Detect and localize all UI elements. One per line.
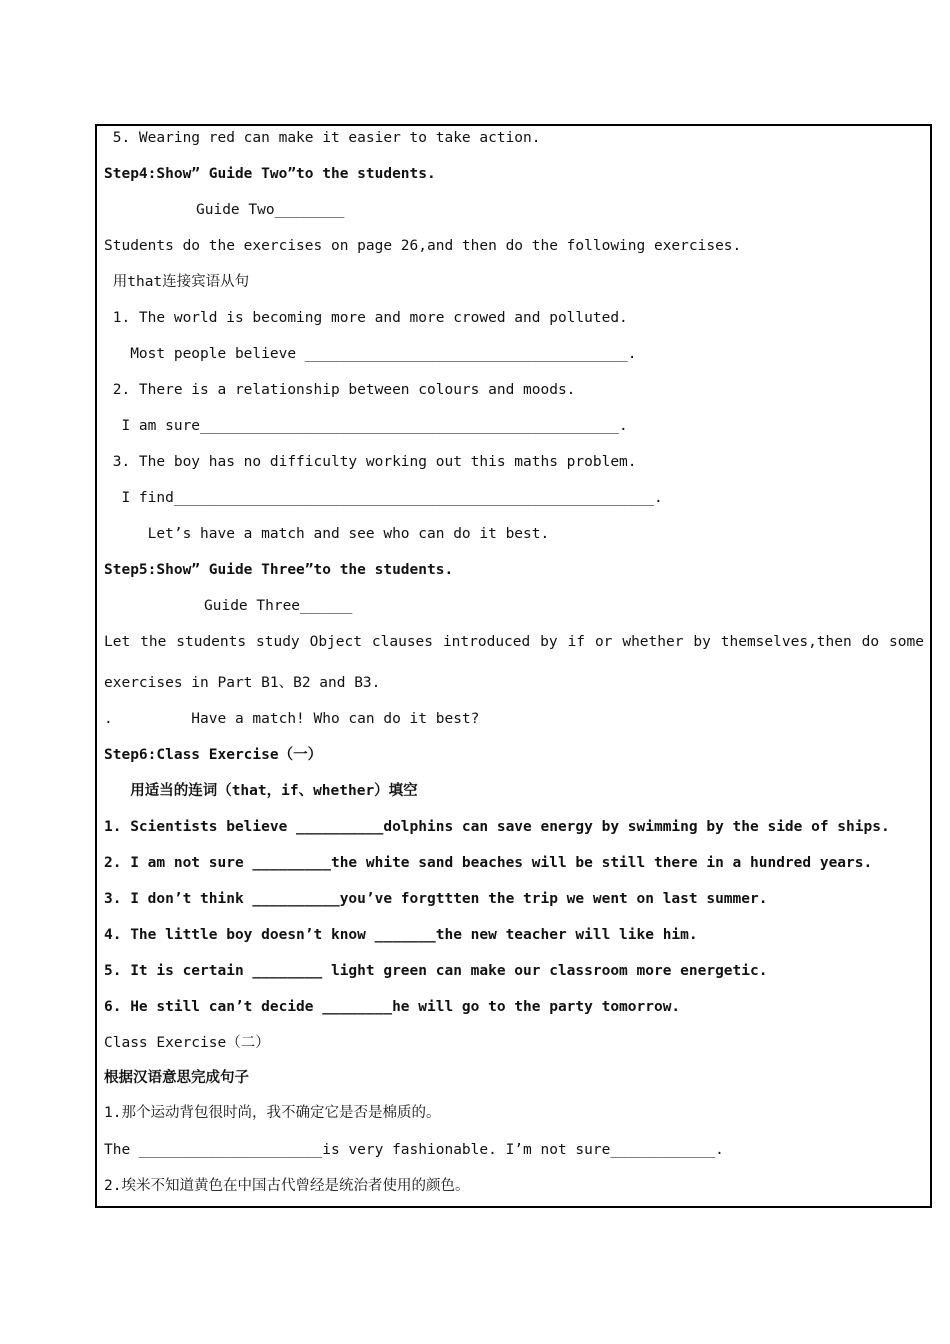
- translation-item-2-cn: 2.埃米不知道黄色在中国古代曾经是统治者使用的颜色。: [104, 1178, 470, 1194]
- guide-three-label: Guide Three______: [204, 598, 353, 614]
- match-prompt: Let’s have a match and see who can do it best.: [104, 526, 550, 542]
- translation-item-1-en: The _____________________is very fashionable. I’m not sure____________.: [104, 1142, 724, 1158]
- fill-item-5: 5. It is certain ________ light green can make our classroom more energetic.: [104, 963, 768, 979]
- translation-instruction: 根据汉语意思完成句子: [104, 1070, 249, 1086]
- fill-in-instruction: 用适当的连词（that，if、whether）填空: [104, 783, 418, 799]
- fill-item-1: 1. Scientists believe __________dolphins can save energy by swimming by the side of ships.: [104, 819, 890, 835]
- step5-instruction-cont: exercises in Part B1、B2 and B3.: [104, 675, 381, 691]
- step4-heading: Step4:Show” Guide Two”to the students.: [104, 166, 436, 182]
- fill-item-2: 2. I am not sure _________the white sand beaches will be still there in a hundred years.: [104, 855, 873, 871]
- sentence-2: 2. There is a relationship between colours and moods.: [104, 382, 576, 398]
- answer-blank-3: I find_______________________________________________________.: [104, 490, 663, 506]
- fill-item-6: 6. He still can’t decide ________he will go to the party tomorrow.: [104, 999, 681, 1015]
- class-exercise-2-heading: Class Exercise（二）: [104, 1035, 270, 1051]
- step5-instruction: Let the students study Object clauses introduced by if or whether by themselves,then do some: [104, 634, 924, 650]
- fill-item-3: 3. I don’t think __________you’ve forgttten the trip we went on last summer.: [104, 891, 768, 907]
- step4-instruction: Students do the exercises on page 26,and then do the following exercises.: [104, 238, 742, 254]
- sentence-3: 3. The boy has no difficulty working out this maths problem.: [104, 454, 637, 470]
- answer-blank-2: I am sure________________________________________________.: [104, 418, 628, 434]
- object-clause-title: 用that连接宾语从句: [104, 274, 250, 290]
- sentence-1: 1. The world is becoming more and more crowed and polluted.: [104, 310, 628, 326]
- exercise-line-5: 5. Wearing red can make it easier to take action.: [104, 130, 541, 146]
- translation-item-1-cn: 1.那个运动背包很时尚，我不确定它是否是棉质的。: [104, 1105, 441, 1121]
- step6-heading: Step6:Class Exercise（一）: [104, 747, 323, 763]
- answer-blank-1: Most people believe _____________________________________.: [104, 346, 637, 362]
- match-prompt-2: . Have a match! Who can do it best?: [104, 711, 480, 727]
- guide-two-label: Guide Two________: [196, 202, 345, 218]
- step5-heading: Step5:Show” Guide Three”to the students.: [104, 562, 454, 578]
- fill-item-4: 4. The little boy doesn’t know _______the new teacher will like him.: [104, 927, 698, 943]
